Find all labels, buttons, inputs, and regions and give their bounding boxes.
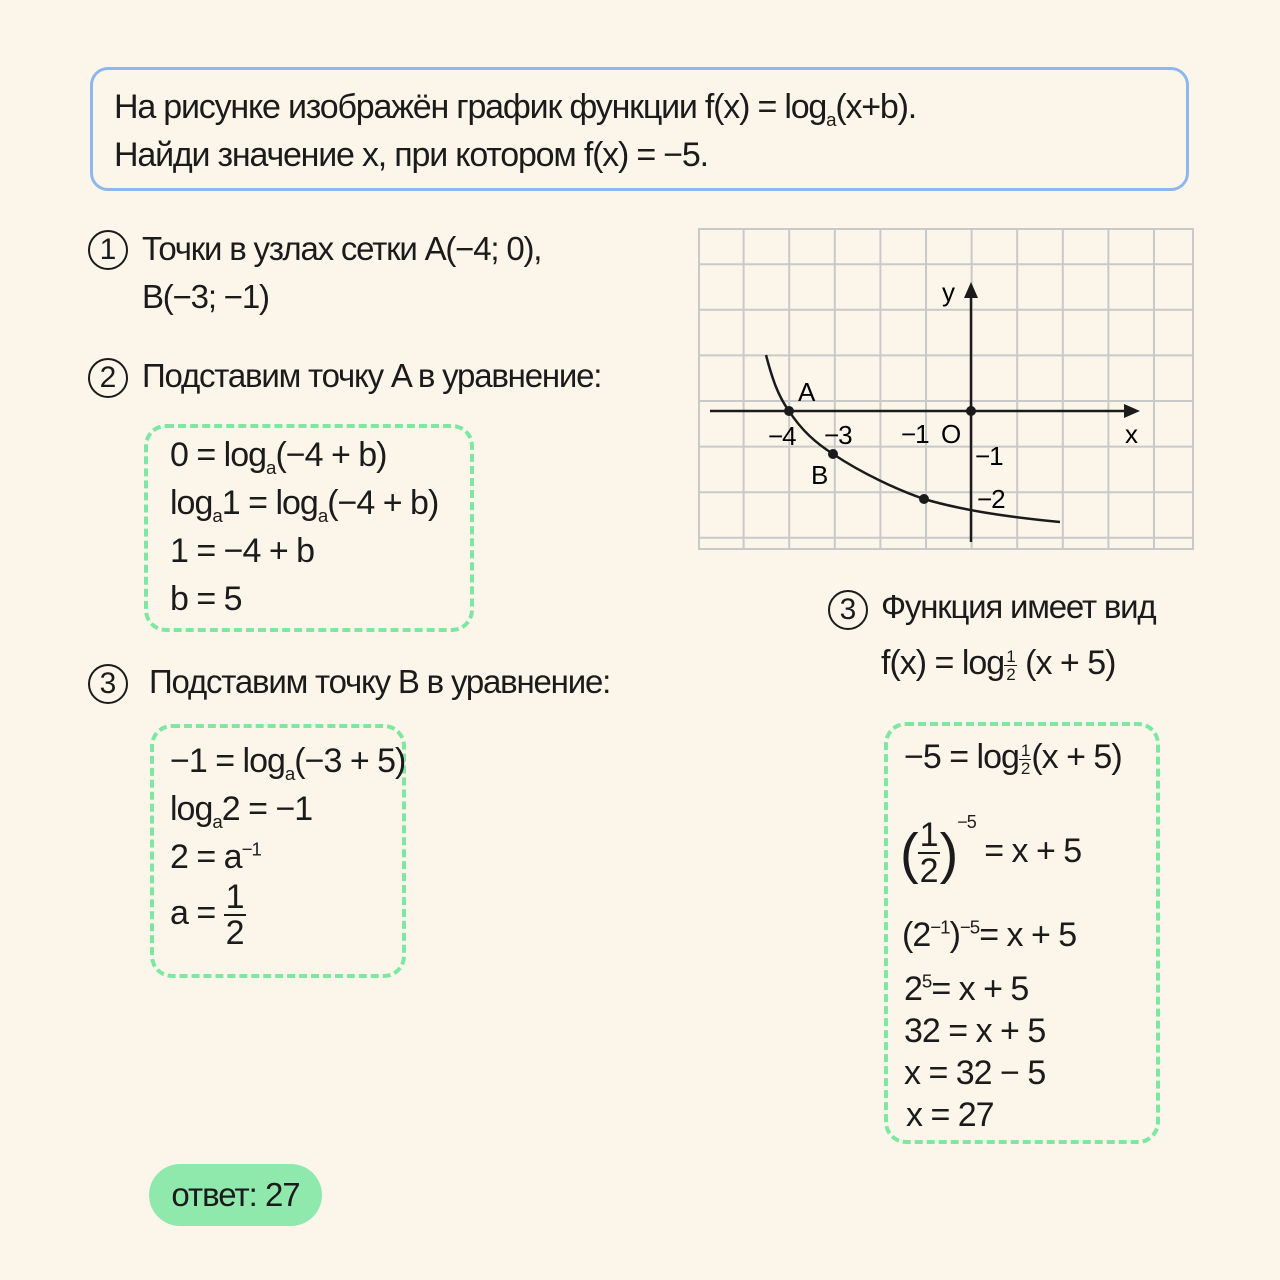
step3-eq-2 xyxy=(170,790,313,832)
step4-eq-1 xyxy=(904,738,1122,777)
tick-x-minus-3: −3 xyxy=(824,420,852,450)
step4-eq-5: 32 = x + 5 xyxy=(904,1012,1046,1050)
step4-eq-7: x = 27 xyxy=(906,1096,994,1134)
step3-eq-4-fraction xyxy=(224,880,246,950)
step2-eq-3: 1 = −4 + b xyxy=(170,532,315,570)
step3-eq-4 xyxy=(170,880,246,950)
step3-eq-1-sub: a xyxy=(284,762,295,784)
answer-badge: ответ: 27 xyxy=(149,1164,322,1226)
point-a xyxy=(784,406,794,416)
step4-eq-1-b: (x + 5) xyxy=(1031,738,1122,776)
tick-y-minus-1: −1 xyxy=(975,441,1003,471)
step3-eq-1 xyxy=(170,742,406,784)
step4-eq-4 xyxy=(904,970,1028,1009)
step4-function xyxy=(881,644,1115,683)
step2-eq-2-sub1: a xyxy=(212,504,222,526)
step4-eq-2-sup: −5 xyxy=(957,811,976,832)
step4-eq-4-a: 2 xyxy=(904,970,922,1008)
tick-y-minus-2: −2 xyxy=(977,484,1005,514)
step2-eq-2-b: 1 = log xyxy=(221,484,318,522)
step3-eq-4-a: a = xyxy=(170,893,216,932)
step2-eq-2-sub2: a xyxy=(317,504,328,526)
step2-eq-2 xyxy=(170,484,439,526)
step4-eq-1-base xyxy=(1019,742,1031,777)
step4-eq-2 xyxy=(900,811,1082,890)
step4-eq-1-num: 1 xyxy=(1020,740,1030,760)
step1-line-2: B(−3; −1) xyxy=(142,278,269,315)
step2-eq-2-c: (−4 + b) xyxy=(327,484,439,522)
step4-eq-3 xyxy=(902,916,1076,955)
step2-eq-2-a: log xyxy=(170,484,213,522)
step1-number: 1 xyxy=(88,230,128,270)
step4-eq-2-fraction xyxy=(918,818,940,888)
step4-eq-3-paren-open: ( xyxy=(902,916,913,954)
step4-eq-3-sup1: −1 xyxy=(930,916,950,938)
point-b xyxy=(828,449,838,459)
y-axis-label: y xyxy=(942,277,955,307)
task-line-1-text: На рисунке изображён график функции f(x) = log xyxy=(114,88,827,126)
x-axis-arrow xyxy=(1124,404,1140,418)
task-base-sub: a xyxy=(826,108,836,130)
tick-x-minus-4: −4 xyxy=(768,421,796,451)
step3-text: Подставим точку B в уравнение: xyxy=(149,663,611,700)
task-line-1-tail: (x+b). xyxy=(835,88,917,126)
task-line-2: Найди значение x, при котором f(x) = −5. xyxy=(114,136,708,174)
step2-text: Подставим точку A в уравнение: xyxy=(142,357,602,394)
step3-eq-3-sup: −1 xyxy=(241,838,261,860)
step2-eq-4: b = 5 xyxy=(170,580,242,618)
step4-function-base xyxy=(1004,648,1016,683)
step3-number: 3 xyxy=(88,664,128,704)
step4-function-b: (x + 5) xyxy=(1016,644,1116,682)
point-b-label: B xyxy=(811,460,829,490)
step4-eq-2-b: = x + 5 xyxy=(975,831,1082,870)
step4-eq-4-b: = x + 5 xyxy=(931,970,1029,1008)
step3-eq-2-sub: a xyxy=(212,810,222,832)
origin-point xyxy=(966,406,976,416)
step3-eq-1-a: −1 = log xyxy=(170,742,285,780)
step3-eq-4-den: 2 xyxy=(225,914,244,952)
step4-function-num: 1 xyxy=(1006,646,1015,666)
point-a-label: A xyxy=(798,377,816,407)
step4-eq-3-a: 2 xyxy=(912,916,931,954)
function-graph xyxy=(698,228,1194,550)
step4-eq-3-sup2: −5 xyxy=(959,916,980,938)
tick-x-minus-1: −1 xyxy=(901,419,929,449)
step4-eq-2-paren-open: ( xyxy=(900,821,918,885)
step2-eq-1 xyxy=(170,436,387,478)
task-line-1 xyxy=(114,88,917,130)
step4-function-a: f(x) = log xyxy=(881,644,1005,682)
step1-line-1: Точки в узлах сетки A(−4; 0), xyxy=(142,230,542,267)
step3-eq-1-b: (−3 + 5) xyxy=(294,742,406,780)
step4-eq-3-paren-close: ) xyxy=(949,916,960,954)
step4-text: Функция имеет вид xyxy=(881,588,1156,625)
step3-eq-4-num: 1 xyxy=(225,878,244,916)
step3-eq-3 xyxy=(170,838,261,877)
step2-number: 2 xyxy=(88,358,128,398)
step3-eq-2-b: 2 = −1 xyxy=(221,790,313,828)
step2-eq-1-sub: a xyxy=(266,456,276,478)
step3-eq-3-a: 2 = a xyxy=(170,838,242,876)
step4-eq-2-num: 1 xyxy=(919,816,938,854)
step4-eq-3-b: = x + 5 xyxy=(979,916,1077,954)
step4-eq-6: x = 32 − 5 xyxy=(904,1054,1046,1092)
origin-label: O xyxy=(941,419,962,449)
step4-function-den: 2 xyxy=(1006,664,1015,684)
step4-eq-2-den: 2 xyxy=(919,852,938,890)
point-c xyxy=(919,494,929,504)
x-axis-label: x xyxy=(1125,419,1138,449)
y-axis-arrow xyxy=(964,282,978,298)
step4-eq-4-sup: 5 xyxy=(921,970,932,992)
step2-eq-1-a: 0 = log xyxy=(170,436,267,474)
step3-eq-2-a: log xyxy=(170,790,213,828)
step4-eq-1-den: 2 xyxy=(1020,758,1030,778)
step4-number: 3 xyxy=(828,590,868,630)
step2-eq-1-b: (−4 + b) xyxy=(275,436,387,474)
step4-eq-1-a: −5 = log xyxy=(904,738,1019,776)
step4-eq-2-paren-close: ) xyxy=(939,821,958,885)
